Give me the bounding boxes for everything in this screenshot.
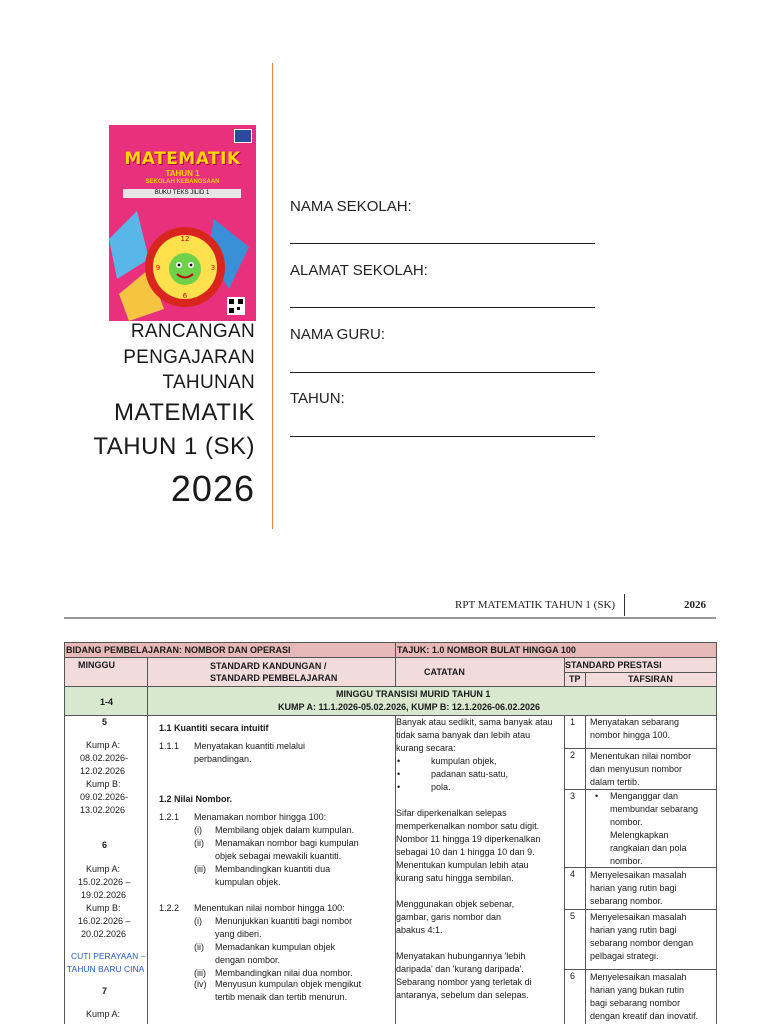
teacher-name-line — [290, 372, 595, 373]
week-5-a-start: 08.02.2026- — [80, 753, 129, 763]
week-5-b-end: 13.02.2026 — [80, 805, 126, 815]
header-performance-label: STANDARD PRESTASI — [565, 660, 662, 670]
notes-p2-line5: Menentukan kumpulan lebih atau — [396, 860, 529, 870]
standard-1-2-1-text: Menamakan nombor hingga 100: — [194, 812, 327, 822]
notes-p3-line2: gambar, garis nombor dan — [396, 912, 502, 922]
standard-1-2-2-i-num: (i) — [194, 916, 202, 926]
tp-3-line4: Melengkapkan — [610, 830, 669, 840]
standard-1-2-2-ii-line1: Memadankan kumpulan objek — [215, 942, 336, 952]
header-tp — [564, 672, 586, 687]
holiday-line2: TAHUN BARU CINA — [67, 964, 145, 974]
standard-1-2-2-i-line2: yang diberi. — [215, 929, 262, 939]
standard-1-2-1-iii-line2: kumpulan objek. — [215, 877, 281, 887]
standard-1-2-1-i-num: (i) — [194, 825, 202, 835]
grid-right — [716, 715, 717, 1024]
tp-6-level: 6 — [570, 971, 576, 981]
week-7: 7 — [102, 986, 108, 996]
cover-title-line2: PENGAJARAN — [123, 347, 255, 368]
book-title: MATEMATIK — [124, 149, 241, 169]
notes-p3-line1: Menggunakan objek sebenar, — [396, 899, 515, 909]
notes-p2-line6: kurang satu hingga sembilan. — [396, 873, 514, 883]
week-5-b-label: Kump B: — [86, 779, 121, 789]
header-standard-line2: STANDARD PEMBELAJARAN — [210, 673, 338, 683]
tp-3-line2: membundar sebarang — [610, 804, 699, 814]
transition-cell — [147, 686, 717, 716]
teacher-name-label: NAMA GURU: — [290, 326, 386, 343]
tp-divider-4 — [564, 909, 717, 910]
standard-1-2-2-ii-line2: dengan nombor. — [215, 955, 281, 965]
standard-1-2-2-iv-line1: Menyusun kumpulan objek mengikut — [215, 979, 362, 989]
header-notes-label: CATATAN — [424, 667, 465, 677]
notes-line1: Banyak atau sedikit, sama banyak atau — [396, 717, 553, 727]
header-week-label: MINGGU — [78, 660, 115, 670]
standard-1-1-1-line1: Menyatakan kuantiti melalui — [194, 741, 306, 751]
notes-p4-line4: antaranya, sebelum dan selepas. — [396, 990, 529, 1000]
notes-p2-line2: memperkenalkan nombor satu digit. — [396, 821, 540, 831]
topic-cell — [395, 642, 717, 658]
week-6-b-label: Kump B: — [86, 903, 121, 913]
standard-1-2-2-iv-num: (iv) — [194, 979, 207, 989]
standard-1-1-title: 1.1 Kuantiti secara intuitif — [159, 723, 269, 733]
notes-p2-line1: Sifar diperkenalkan selepas — [396, 808, 507, 818]
page-header-rule — [64, 617, 716, 619]
header-standard-line1: STANDARD KANDUNGAN / — [210, 661, 327, 671]
week-6-a-start: 15.02.2026 – — [78, 877, 131, 887]
standard-1-2-1-code: 1.2.1 — [159, 812, 180, 822]
standard-1-2-title: 1.2 Nilai Nombor. — [159, 794, 233, 804]
header-performance — [564, 657, 717, 673]
transition-week-cell — [64, 686, 148, 716]
tp-6-line3: bagi sebarang nombor — [590, 998, 681, 1008]
notes-p4-line1: Menyatakan hubungannya 'lebih — [396, 951, 526, 961]
week-5-a-end: 12.02.2026 — [80, 766, 126, 776]
tp-2-level: 2 — [570, 750, 576, 760]
standard-1-2-2-text: Menentukan nilai nombor hingga 100: — [194, 903, 345, 913]
standard-1-2-2-iv-line2: tertib menaik dan tertib menurun. — [215, 992, 348, 1002]
week-6-a-end: 19.02.2026 — [81, 890, 127, 900]
standard-1-2-2-iii: Membandingkan nilai dua nombor. — [215, 968, 353, 978]
field-cell — [64, 642, 396, 658]
svg-text:3: 3 — [210, 264, 216, 272]
standard-1-1-1-code: 1.1.1 — [159, 741, 180, 751]
tp-1-line1: Menyatakan sebarang — [590, 717, 680, 727]
notes-p2-line4: sebagai 10 dan 1 hingga 10 dan 9. — [396, 847, 535, 857]
transition-week: 1-4 — [100, 697, 114, 707]
school-name-label: NAMA SEKOLAH: — [290, 198, 412, 215]
grid-notes-right — [564, 715, 565, 1024]
textbook-cover-image — [109, 125, 256, 321]
standard-1-2-1-i: Membilang objek dalam kumpulan. — [215, 825, 355, 835]
week-6-b-end: 20.02.2026 — [81, 929, 127, 939]
cover-year: 2026 — [170, 468, 255, 509]
tp-6-line2: harian yang bukan rutin — [590, 985, 685, 995]
school-name-line — [290, 243, 595, 244]
tp-6-line4: dengan kreatif dan inovatif. — [590, 1011, 699, 1021]
tp-5-line3: sebarang nombor dengan — [590, 938, 694, 948]
tp-2-line3: dalam tertib. — [590, 777, 640, 787]
tp-2-line1: Menentukan nilai nombor — [590, 751, 692, 761]
page-header-title: RPT MATEMATIK TAHUN 1 (SK) — [455, 599, 616, 611]
year-label: TAHUN: — [290, 390, 345, 407]
book-volume: BUKU TEKS JILID 1 — [123, 189, 241, 198]
tp-3-line1: Menganggar dan — [610, 791, 679, 801]
field-label: BIDANG PEMBELAJARAN: NOMBOR DAN OPERASI — [66, 645, 291, 655]
header-interpretation-label: TAFSIRAN — [628, 674, 673, 684]
tp-3-line5: rangkaian dan pola — [610, 843, 687, 853]
standard-1-2-1-iii-line1: Membandingkan kuantiti dua — [215, 864, 331, 874]
notes-p2-line3: Nombor 11 hingga 19 diperkenalkan — [396, 834, 541, 844]
cover-title-subject: MATEMATIK — [114, 399, 255, 426]
cover-title-line3: TAHUNAN — [162, 372, 255, 393]
tp-4-level: 4 — [570, 869, 576, 879]
bullet-icon: • — [397, 756, 401, 766]
notes-bullet3: pola. — [431, 782, 451, 792]
grid-tp-right — [585, 715, 586, 1024]
grid-week-right — [147, 715, 148, 1024]
svg-text:9: 9 — [155, 264, 161, 272]
bullet-icon: • — [397, 782, 401, 792]
lesson-plan-table — [64, 642, 717, 1024]
week-5-a-label: Kump A: — [86, 740, 121, 750]
standard-1-2-2-code: 1.2.2 — [159, 903, 180, 913]
svg-text:12: 12 — [180, 235, 190, 243]
standard-1-2-2-iii-num: (iii) — [194, 968, 206, 978]
transition-line1: MINGGU TRANSISI MURID TAHUN 1 — [336, 689, 491, 699]
year-line — [290, 436, 595, 437]
week-7-a-label: Kump A: — [86, 1009, 121, 1019]
notes-line3: kurang secara: — [396, 743, 456, 753]
week-5-b-start: 09.02.2026- — [80, 792, 129, 802]
tp-3-line3: nombor. — [610, 817, 643, 827]
tp-4-line1: Menyelesaikan masalah — [590, 870, 687, 880]
publisher-logo — [234, 129, 252, 143]
clock-illustration — [109, 199, 256, 321]
header-week — [64, 657, 148, 687]
tp-6-line1: Menyelesaikan masalah — [590, 972, 687, 982]
notes-p3-line3: abakus 4:1. — [396, 925, 443, 935]
cover-divider — [272, 63, 273, 529]
standard-1-2-2-ii-num: (ii) — [194, 942, 204, 952]
notes-p4-line3: Sebarang nombor yang terletak di — [396, 977, 532, 987]
standard-1-1-1-line2: perbandingan. — [194, 754, 252, 764]
standard-1-2-1-ii-line2: objek sebagai mewakili kuantiti. — [215, 851, 342, 861]
book-subtitle-2: SEKOLAH KEBANGSAAN — [145, 179, 220, 185]
grid-left — [64, 715, 65, 1024]
topic-label: TAJUK: 1.0 NOMBOR BULAT HINGGA 100 — [397, 645, 576, 655]
school-address-line — [290, 307, 595, 308]
page-header-year: 2026 — [684, 599, 706, 611]
bullet-icon: • — [595, 791, 599, 801]
tp-divider-5 — [564, 969, 717, 970]
standard-1-2-1-ii-line1: Menamakan nombor bagi kumpulan — [215, 838, 359, 848]
cover-title-line1: RANCANGAN — [130, 321, 255, 342]
tp-1-level: 1 — [570, 717, 576, 727]
notes-bullet2: padanan satu-satu, — [431, 769, 509, 779]
tp-1-line2: nombor hingga 100. — [590, 730, 671, 740]
header-tp-label: TP — [569, 674, 581, 684]
notes-line2: tidak sama banyak dan lebih atau — [396, 730, 531, 740]
standard-1-2-2-i-line1: Menunjukkan kuantiti bagi nombor — [215, 916, 353, 926]
header-notes — [395, 657, 565, 687]
tp-5-line4: pelbagai strategi. — [590, 951, 659, 961]
tp-2-line2: dan menyusun nombor — [590, 764, 683, 774]
tp-4-line3: sebarang nombor. — [590, 896, 663, 906]
week-6-a-label: Kump A: — [86, 864, 121, 874]
holiday-line1: CUTI PERAYAAN – — [71, 951, 146, 961]
week-5: 5 — [102, 717, 108, 727]
page-header-divider — [624, 594, 625, 616]
tp-3-level: 3 — [570, 791, 576, 801]
cover-title-grade: TAHUN 1 (SK) — [93, 433, 255, 460]
tp-5-level: 5 — [570, 911, 576, 921]
school-address-label: ALAMAT SEKOLAH: — [290, 262, 428, 279]
header-interpretation — [585, 672, 717, 687]
tp-divider-1 — [564, 748, 717, 749]
standard-1-2-1-ii-num: (ii) — [194, 838, 204, 848]
book-subtitle: TAHUN 1 — [165, 169, 200, 178]
header-standard — [147, 657, 396, 687]
standard-1-2-1-iii-num: (iii) — [194, 864, 206, 874]
transition-line2: KUMP A: 11.1.2026-05.02.2026, KUMP B: 12.1.2026-06.02.2026 — [278, 702, 540, 712]
week-6-b-start: 16.02.2026 – — [78, 916, 131, 926]
tp-3-line6: nombor. — [610, 856, 643, 866]
bullet-icon: • — [397, 769, 401, 779]
tp-4-line2: harian yang rutin bagi — [590, 883, 677, 893]
tp-5-line1: Menyelesaikan masalah — [590, 912, 687, 922]
notes-p4-line2: daripada' dan 'kurang daripada'. — [396, 964, 524, 974]
week-6: 6 — [102, 840, 108, 850]
tp-5-line2: harian yang rutin bagi — [590, 925, 677, 935]
notes-bullet1: kumpulan objek, — [431, 756, 497, 766]
svg-text:6: 6 — [182, 292, 188, 300]
